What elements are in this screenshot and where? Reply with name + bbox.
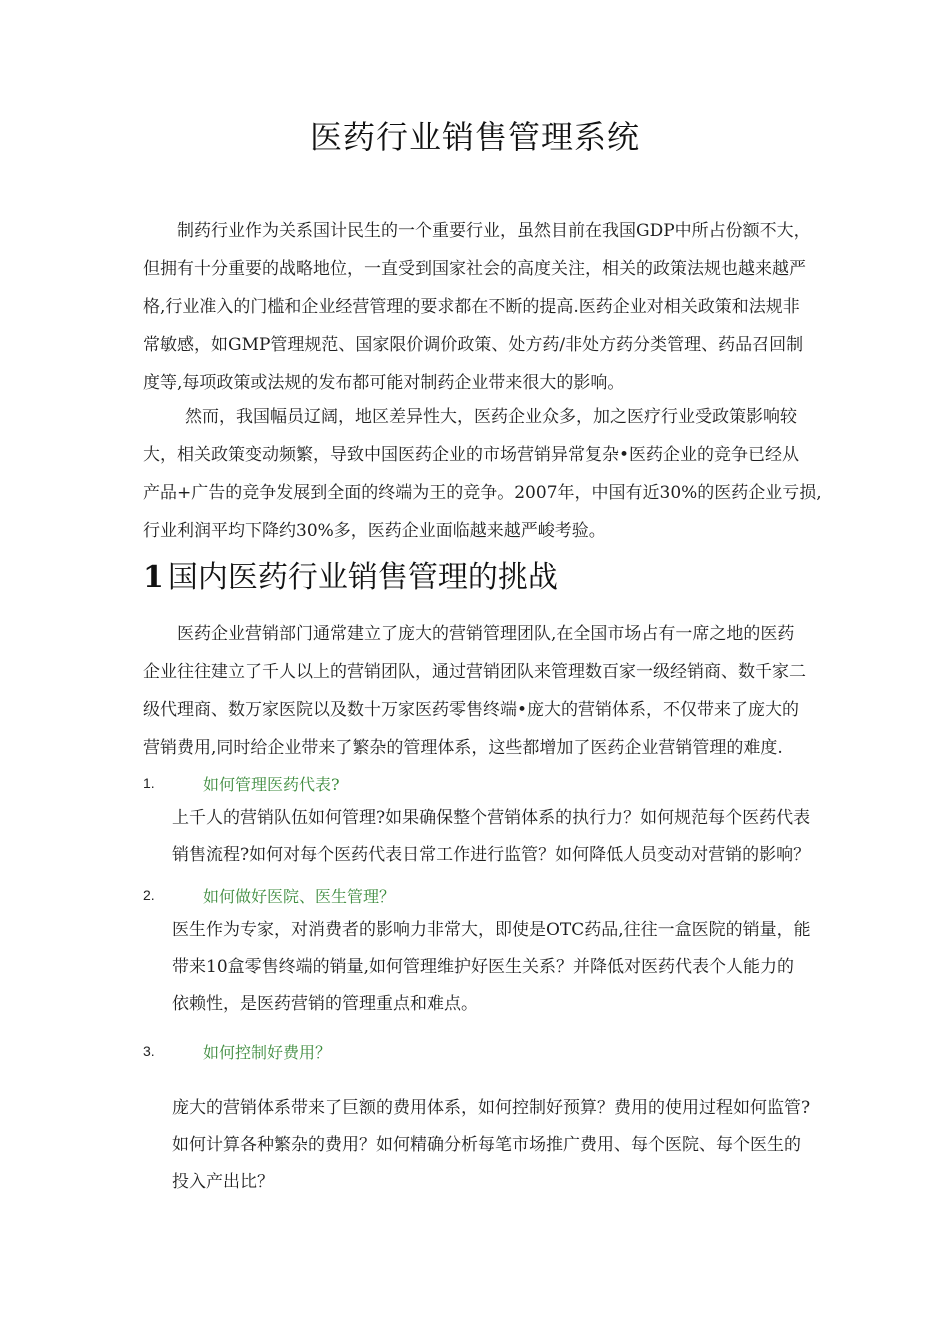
text-line: 医生作为专家，对消费者的影响力非常大，即使是OTC药品,往往一盒医院的销量，能	[172, 920, 811, 940]
text-line: 庞大的营销体系带来了巨额的费用体系，如何控制好预算？费用的使用过程如何监管?	[172, 1098, 811, 1118]
section-heading-text: 国内医药行业销售管理的挑战	[167, 560, 558, 595]
list-item-title: 如何管理医药代表?	[203, 775, 340, 794]
text-line: 大，相关政策变动频繁，导致中国医药企业的市场营销异常复杂•医药企业的竞争已经从	[143, 445, 800, 465]
text-line: 格,行业准入的门槛和企业经营管理的要求都在不断的提高.医药企业对相关政策和法规非	[143, 297, 800, 317]
text-line: 如何计算各种繁杂的费用？如何精确分析每笔市场推广费用、每个医院、每个医生的	[172, 1135, 801, 1155]
list-item-title: 如何控制好费用？	[203, 1043, 332, 1062]
text-line: 制药行业作为关系国计民生的一个重要行业，虽然目前在我国GDP中所占份额不大，	[177, 221, 811, 241]
text-line: 企业往往建立了千人以上的营销团队，通过营销团队来管理数百家一级经销商、数千家二	[143, 662, 806, 682]
text-line: 但拥有十分重要的战略地位，一直受到国家社会的高度关注，相关的政策法规也越来越严	[143, 259, 806, 279]
text-line: 然而，我国幅员辽阔，地区差异性大，医药企业众多，加之医疗行业受政策影响较	[185, 407, 797, 427]
text-line: 产品+广告的竞争发展到全面的终端为王的竞争。2007年，中国有近30%的医药企业亏损,	[143, 483, 822, 503]
intro-paragraph-1	[143, 212, 823, 402]
list-item-number: 2.	[143, 887, 155, 903]
text-line: 上千人的营销队伍如何管理?如果确保整个营销体系的执行力？如何规范每个医药代表	[172, 808, 811, 828]
list-item-number: 1.	[143, 775, 155, 791]
section-paragraph	[143, 615, 823, 767]
text-line: 销售流程?如何对每个医药代表日常工作进行监管？如何降低人员变动对营销的影响？	[172, 845, 811, 865]
text-line: 投入产出比？	[172, 1172, 274, 1192]
section-heading	[143, 552, 558, 596]
document-title: 医药行业销售管理系统	[309, 118, 640, 156]
text-line: 常敏感，如GMP管理规范、国家限价调价政策、处方药/非处方药分类管理、药品召回制	[143, 335, 804, 355]
intro-paragraph-2	[143, 398, 823, 550]
list-item-body	[172, 1090, 822, 1201]
list-item-body	[172, 912, 822, 1023]
text-line: 行业利润平均下降约30%多，医药企业面临越来越严峻考验。	[143, 521, 606, 541]
text-line: 带来10盒零售终端的销量,如何管理维护好医生关系？并降低对医药代表个人能力的	[172, 957, 795, 977]
text-line: 度等,每项政策或法规的发布都可能对制药企业带来很大的影响。	[143, 373, 625, 393]
text-line: 营销费用,同时给企业带来了繁杂的管理体系，这些都增加了医药企业营销管理的难度.	[143, 738, 783, 758]
text-line: 依赖性，是医药营销的管理重点和难点。	[172, 994, 478, 1014]
text-line: 医药企业营销部门通常建立了庞大的营销管理团队,在全国市场占有一席之地的医药	[177, 624, 795, 644]
list-item-number: 3.	[143, 1043, 155, 1059]
list-item-title: 如何做好医院、医生管理？	[203, 887, 396, 906]
list-item-body	[172, 800, 822, 874]
section-number: 1	[143, 560, 164, 595]
text-line: 级代理商、数万家医院以及数十万家医药零售终端•庞大的营销体系，不仅带来了庞大的	[143, 700, 800, 720]
